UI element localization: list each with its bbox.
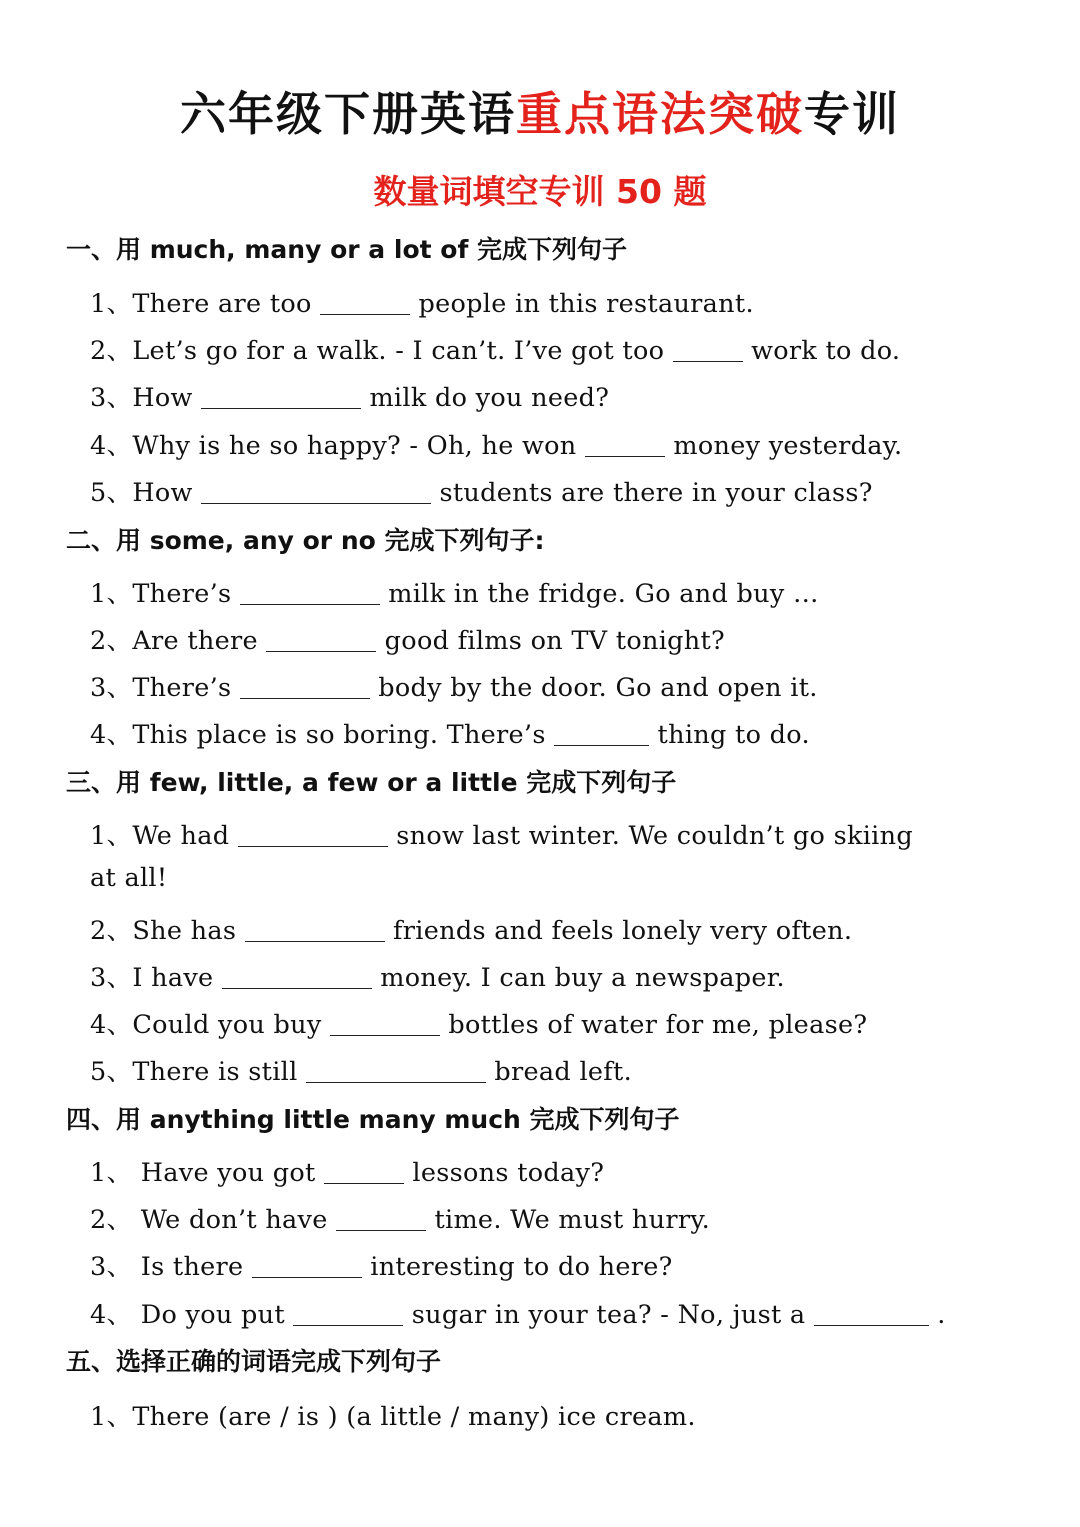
- answer-blank[interactable]: [330, 1034, 440, 1036]
- answer-blank[interactable]: [201, 502, 431, 504]
- question-3-1-cont: at all!: [90, 863, 168, 893]
- answer-blank[interactable]: [324, 1182, 404, 1184]
- question-3-4: 4、Could you buy bottles of water for me, please?: [90, 1010, 868, 1040]
- answer-blank[interactable]: [201, 407, 361, 409]
- question-2-4: 4、This place is so boring. There’s thing to do.: [90, 720, 810, 750]
- section-heading-1: 一、用 much, many or a lot of 完成下列句子: [66, 235, 628, 264]
- question-2-3: 3、There’s body by the door. Go and open it.: [90, 673, 818, 703]
- question-1-4: 4、Why is he so happy? - Oh, he won money yesterday.: [90, 431, 903, 461]
- title-black: 六年级下册英语: [180, 87, 516, 141]
- question-1-5: 5、How students are there in your class?: [90, 478, 873, 508]
- title-highlight: 重点语法突破: [516, 87, 804, 141]
- section-heading-5: 五、选择正确的词语完成下列句子: [66, 1347, 442, 1376]
- answer-blank[interactable]: [240, 603, 380, 605]
- answer-blank[interactable]: [222, 987, 372, 989]
- answer-blank[interactable]: [306, 1081, 486, 1083]
- question-2-1: 1、There’s milk in the fridge. Go and buy …: [90, 579, 819, 609]
- question-4-1: 1、 Have you got lessons today?: [90, 1158, 605, 1188]
- answer-blank[interactable]: [814, 1324, 929, 1326]
- title-tail: 专训: [804, 87, 900, 141]
- question-3-1: 1、We had snow last winter. We couldn’t go skiing: [90, 821, 913, 851]
- answer-blank[interactable]: [252, 1276, 362, 1278]
- section-heading-4: 四、用 anything little many much 完成下列句子: [66, 1105, 680, 1134]
- page-title: [0, 78, 1080, 144]
- question-4-4: 4、 Do you put sugar in your tea? - No, just a .: [90, 1300, 946, 1330]
- question-1-1: 1、There are too people in this restaurant.: [90, 289, 754, 319]
- answer-blank[interactable]: [585, 455, 665, 457]
- question-4-3: 3、 Is there interesting to do here?: [90, 1252, 673, 1282]
- answer-blank[interactable]: [266, 650, 376, 652]
- section-heading-2: 二、用 some, any or no 完成下列句子:: [66, 526, 545, 555]
- question-1-3: 3、How milk do you need?: [90, 383, 610, 413]
- question-3-2: 2、She has friends and feels lonely very often.: [90, 916, 853, 946]
- answer-blank[interactable]: [673, 360, 743, 362]
- question-1-2: 2、Let’s go for a walk. - I can’t. I’ve got too work to do.: [90, 336, 901, 366]
- answer-blank[interactable]: [245, 940, 385, 942]
- answer-blank[interactable]: [293, 1324, 403, 1326]
- question-5-1: 1、There (are / is ) (a little / many) ice cream.: [90, 1402, 696, 1432]
- answer-blank[interactable]: [320, 313, 410, 315]
- page-subtitle: 数量词填空专训 50 题: [373, 172, 707, 211]
- answer-blank[interactable]: [554, 744, 649, 746]
- answer-blank[interactable]: [336, 1229, 426, 1231]
- answer-blank[interactable]: [240, 697, 370, 699]
- answer-blank[interactable]: [238, 845, 388, 847]
- question-4-2: 2、 We don’t have time. We must hurry.: [90, 1205, 711, 1235]
- section-heading-3: 三、用 few, little, a few or a little 完成下列句子: [66, 768, 677, 797]
- question-3-3: 3、I have money. I can buy a newspaper.: [90, 963, 785, 993]
- question-3-5: 5、There is still bread left.: [90, 1057, 632, 1087]
- question-2-2: 2、Are there good films on TV tonight?: [90, 626, 726, 656]
